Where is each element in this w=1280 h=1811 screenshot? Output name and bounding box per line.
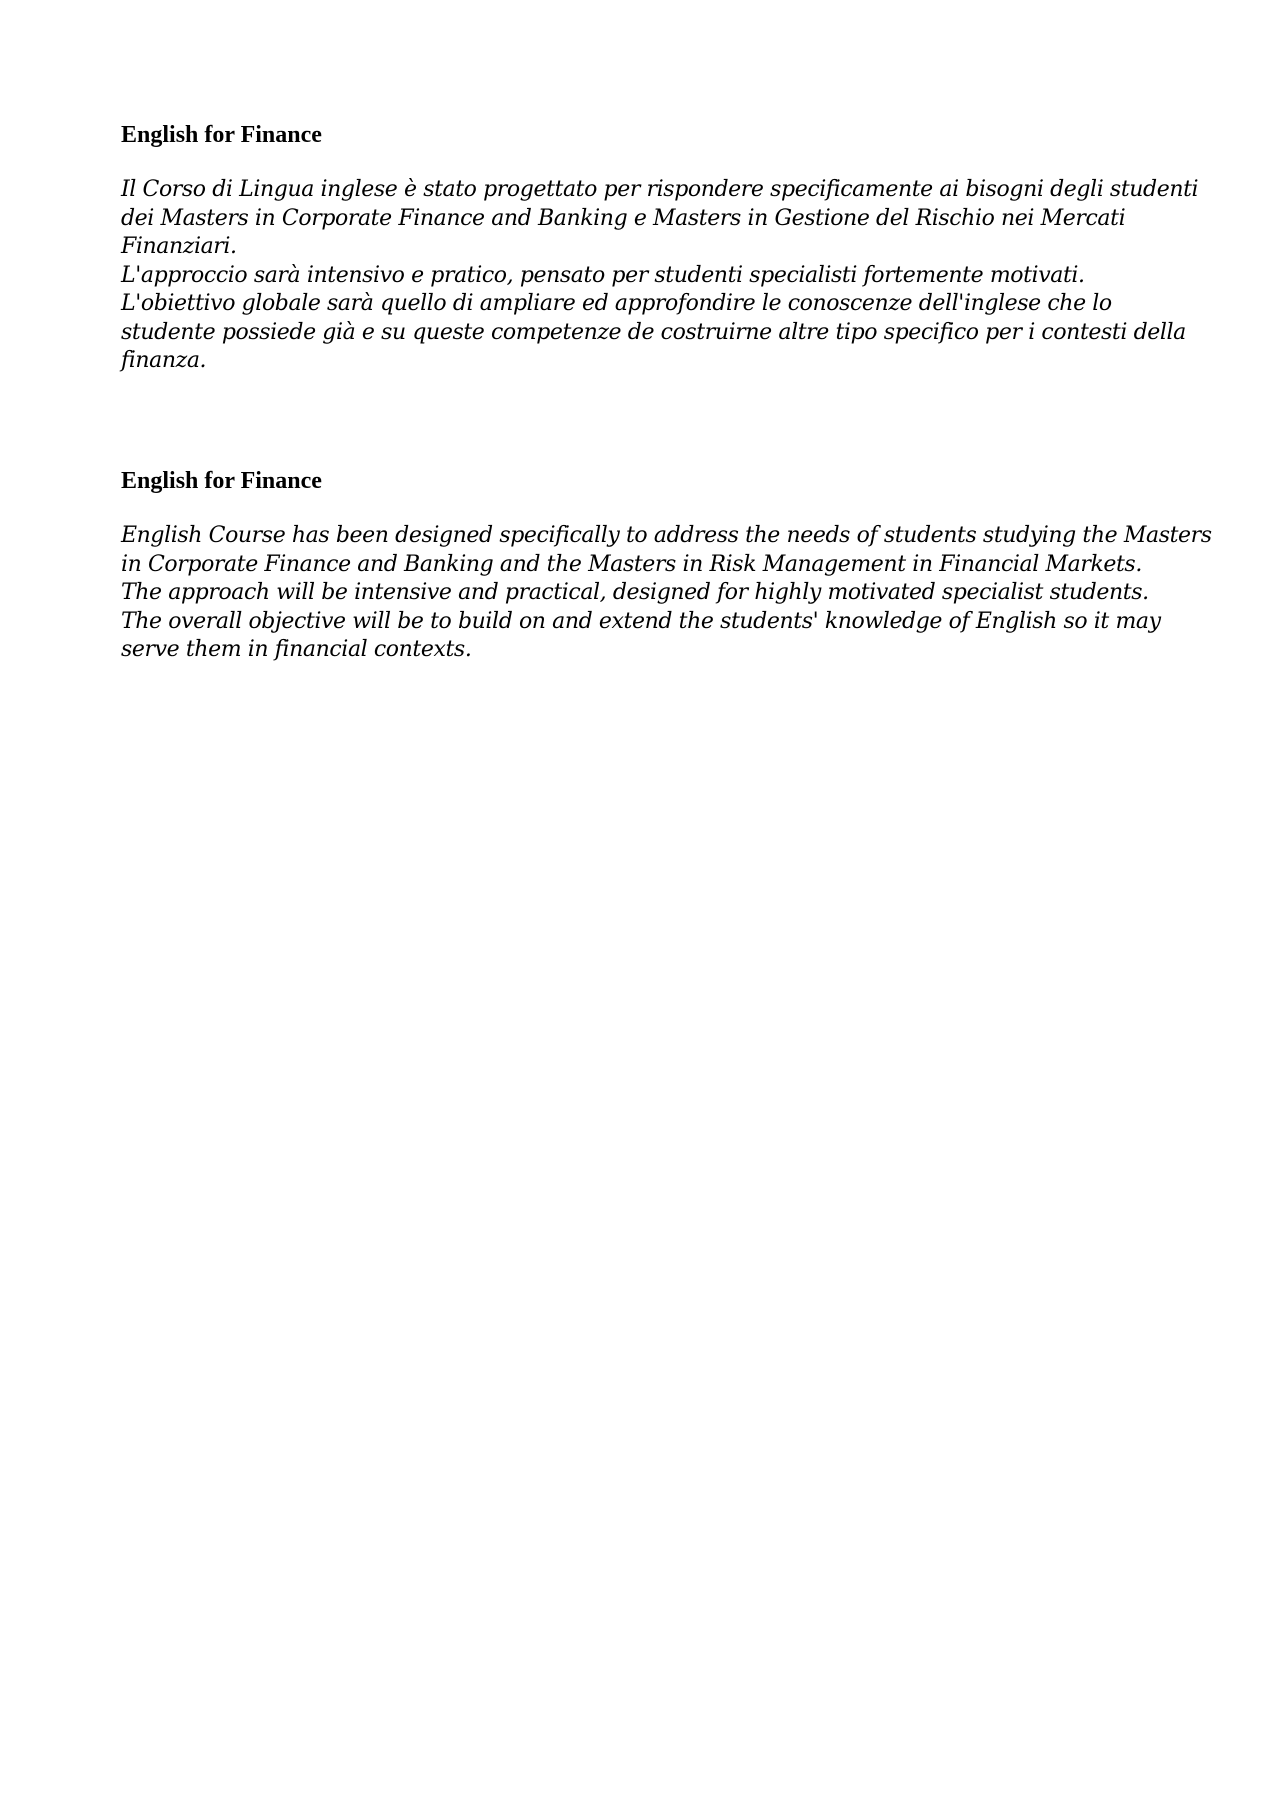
body-line: in Corporate Finance and Banking and the Masters in Risk Management in Financial Markets. — [121, 551, 1142, 577]
body-line: The overall objective will be to build on and extend the students' knowledge of English so it may — [121, 608, 1161, 634]
italian-section — [121, 121, 1199, 376]
english-section — [121, 467, 1212, 665]
body-line: dei Masters in Corporate Finance and Banking e Masters in Gestione del Rischio nei Mercati — [121, 205, 1126, 231]
body-line: Il Corso di Lingua inglese è stato progettato per rispondere specificamente ai bisogni degli studenti — [121, 177, 1199, 202]
body-line: L'approccio sarà intensivo e pratico, pensato per studenti specialisti fortemente motivati. — [121, 262, 1085, 288]
body-line: The approach will be intensive and practical, designed for highly motivated specialist students. — [121, 580, 1149, 605]
body-line: L'obiettivo globale sarà quello di ampliare ed approfondire le conoscenze dell'inglese che lo — [121, 291, 1112, 316]
section-body — [121, 176, 1199, 376]
body-line: Finanziari. — [121, 234, 237, 259]
body-line: serve them in financial contexts. — [121, 637, 472, 662]
section-title: English for Finance — [121, 122, 322, 148]
body-line: studente possiede già e su queste competenze de costruirne altre tipo specifico per i contesti della — [121, 319, 1186, 345]
body-line: English Course has been designed specifically to address the needs of students studying the Masters — [121, 523, 1212, 548]
body-line: finanza. — [121, 348, 207, 373]
section-title: English for Finance — [121, 468, 322, 494]
section-body — [121, 522, 1212, 665]
